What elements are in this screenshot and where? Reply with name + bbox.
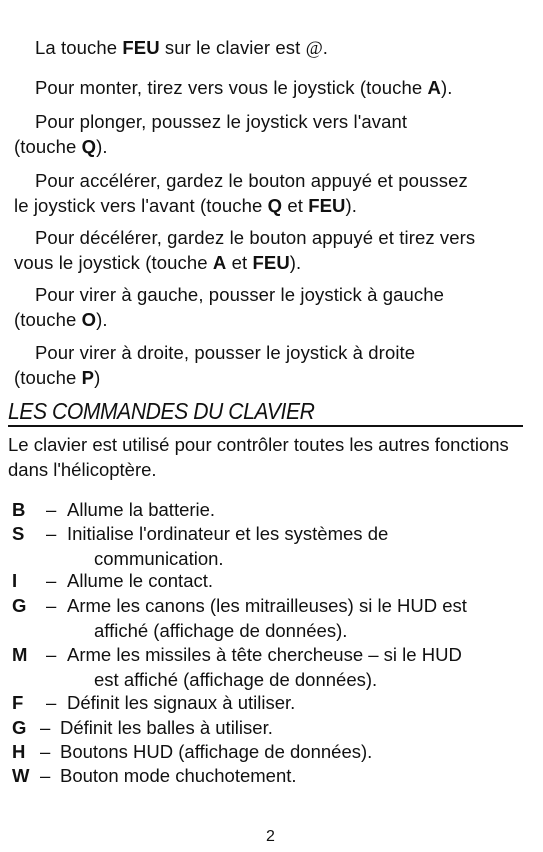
key-q: Q [267, 195, 283, 216]
text: et [226, 252, 253, 273]
section-title-underline [8, 425, 523, 427]
command-dash: – [46, 523, 57, 544]
command-desc: Allume le contact. [67, 570, 214, 591]
command-key: M [12, 644, 28, 665]
command-dash: – [40, 717, 51, 738]
key-fire: FEU [308, 195, 346, 216]
text: ). [345, 195, 358, 216]
text: Pour décélérer, gardez le bouton appuyé et tirez vers vous le joystick (touche [14, 227, 476, 273]
command-desc: Arme les missiles à tête chercheuse – si le HUD [67, 644, 462, 665]
command-desc: Définit les balles à utiliser. [60, 717, 273, 738]
command-dash: – [46, 570, 57, 591]
section-intro: Le clavier est utilisé pour contrôler toutes les autres fonctions dans l'hélicoptère. [8, 434, 509, 480]
key-fire: FEU [122, 37, 160, 58]
command-dash: – [46, 644, 57, 665]
command-key: G [12, 595, 27, 616]
text: et [282, 195, 309, 216]
section-title: LES COMMANDES DU CLAVIER [8, 398, 315, 424]
command-desc: Bouton mode chuchotement. [60, 765, 297, 786]
command-desc: Allume la batterie. [67, 499, 216, 520]
command-desc-continued: est affiché (affichage de données). [94, 669, 378, 690]
command-dash: – [40, 741, 51, 762]
command-desc-continued: communication. [94, 548, 224, 569]
text: Pour accélérer, gardez le bouton appuyé et poussez le joystick vers l'avant (touche [14, 170, 468, 216]
command-desc: Définit les signaux à utiliser. [67, 692, 296, 713]
text: La touche [34, 37, 123, 58]
text: Pour monter, tirez vers vous le joystick (touche [34, 77, 428, 98]
text: . [322, 37, 328, 58]
text: Pour plonger, poussez le joystick vers l'avant (touche [14, 111, 408, 157]
text: Pour virer à gauche, pousser le joystick à gauche (touche [14, 284, 445, 330]
text: ). [96, 309, 108, 330]
command-key: B [12, 499, 26, 520]
command-key: G [12, 717, 27, 738]
key-a: A [427, 77, 441, 98]
key-q: Q [81, 136, 97, 157]
command-key: H [12, 741, 26, 762]
text: ) [94, 367, 101, 388]
command-desc: Initialise l'ordinateur et les systèmes de [67, 523, 389, 544]
command-desc-continued: affiché (affichage de données). [94, 620, 348, 641]
text: ). [440, 77, 453, 98]
command-desc: Arme les canons (les mitrailleuses) si le HUD est [67, 595, 467, 616]
key-o: O [81, 309, 97, 330]
text: ). [289, 252, 302, 273]
command-dash: – [46, 692, 57, 713]
command-key: S [12, 523, 25, 544]
command-dash: – [40, 765, 51, 786]
page-number: 2 [266, 828, 275, 845]
command-key: F [12, 692, 24, 713]
text: ). [96, 136, 108, 157]
command-key: I [12, 570, 18, 591]
text: Pour virer à droite, pousser le joystick à droite (touche [14, 342, 416, 388]
key-at: @ [305, 39, 323, 59]
command-dash: – [46, 595, 57, 616]
command-dash: – [46, 499, 57, 520]
command-key: W [12, 765, 30, 786]
command-desc: Boutons HUD (affichage de données). [60, 741, 373, 762]
key-a: A [212, 252, 227, 273]
key-fire: FEU [252, 252, 290, 273]
text: sur le clavier est [159, 37, 306, 58]
key-p: P [81, 367, 95, 388]
